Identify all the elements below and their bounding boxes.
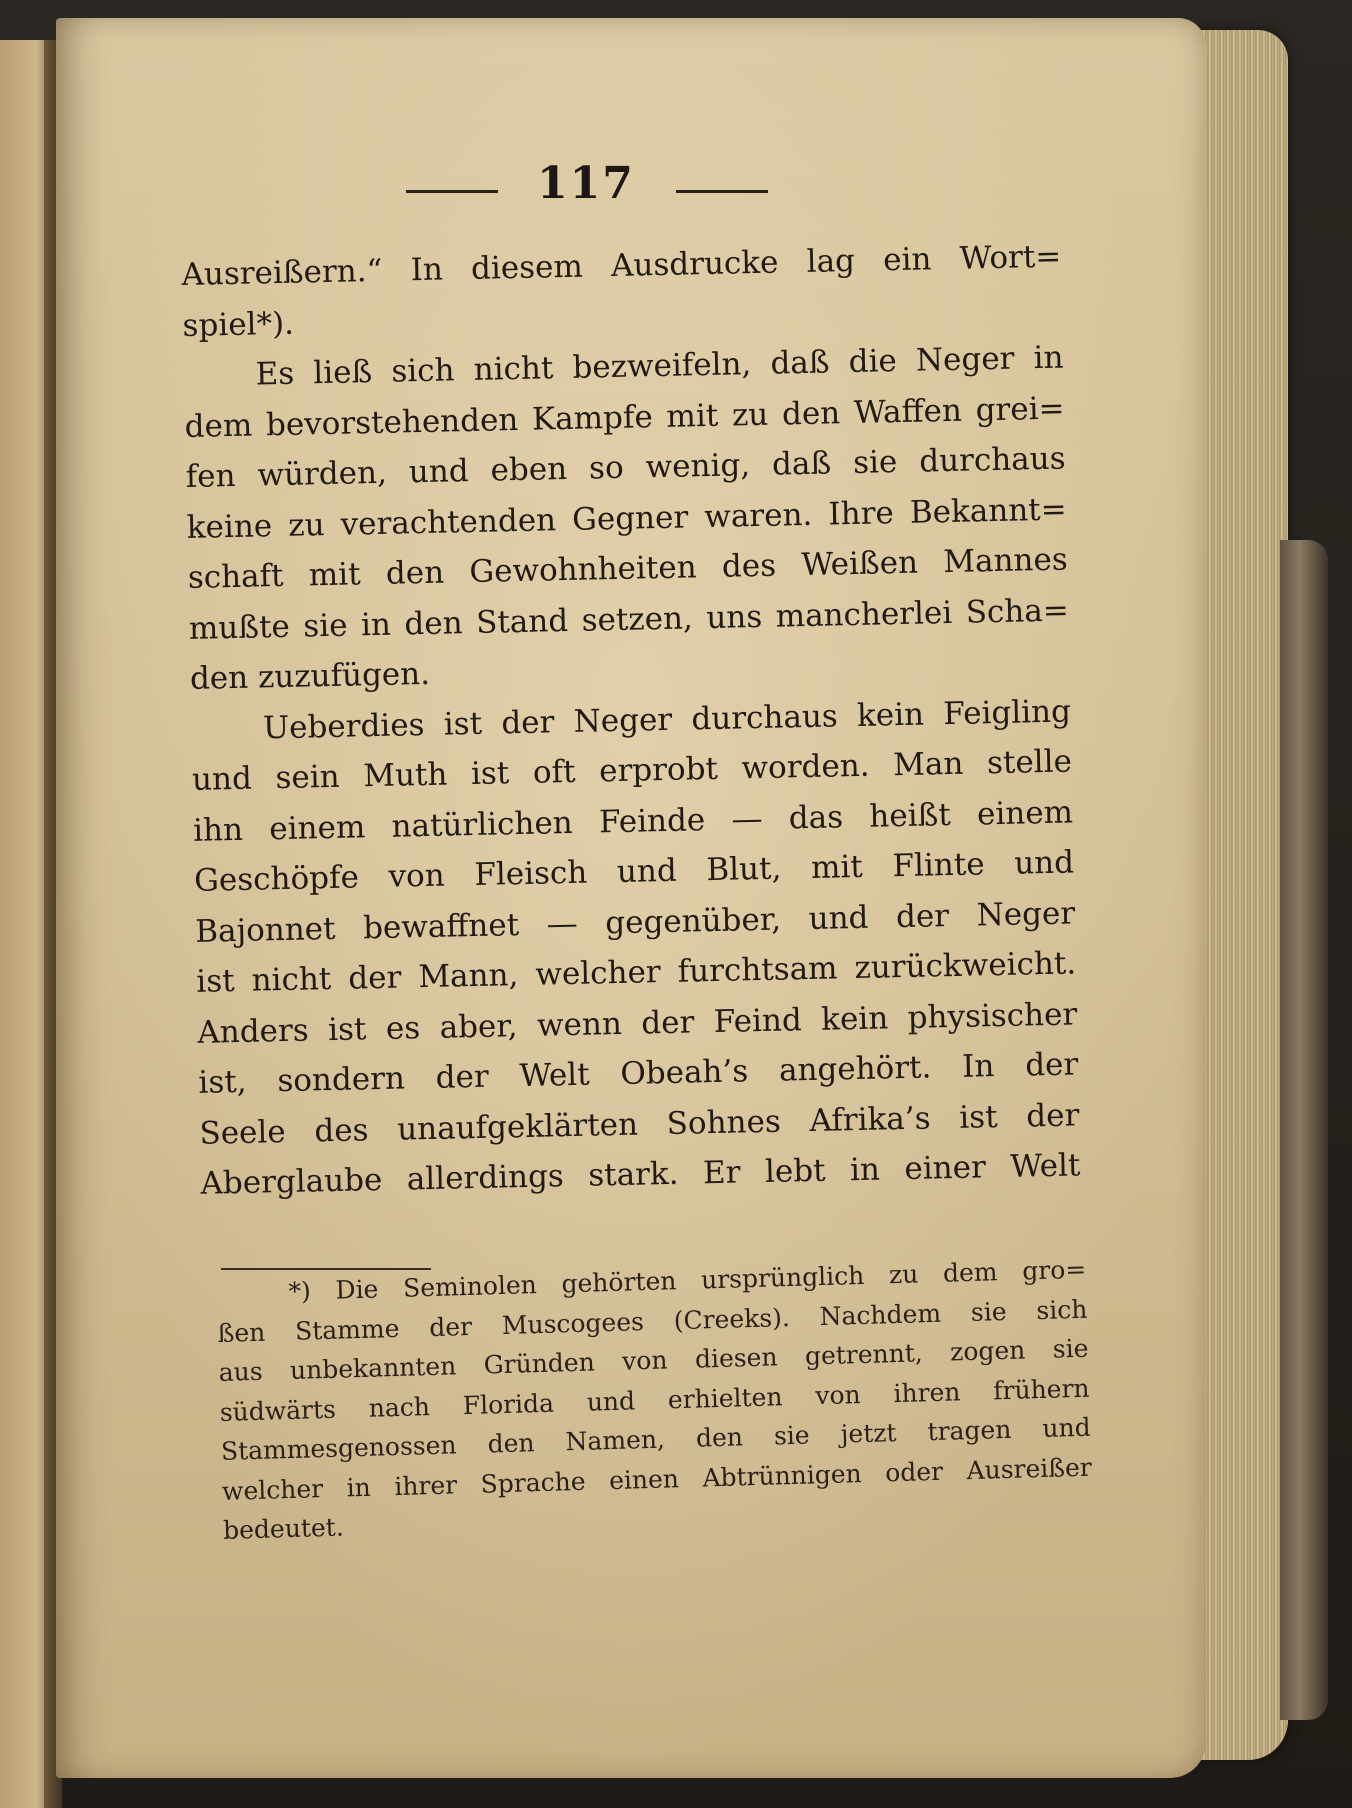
text-line: Aberglaube allerdings stark. Er lebt in einer Welt: [200, 1147, 1081, 1202]
text-line: Anders ist es aber, wenn der Feind kein physischer: [197, 995, 1078, 1051]
text-line: mußte sie in den Stand setzen, uns mancherlei Scha=: [188, 591, 1070, 647]
footnote-line: aus unbekannten Gründen von diesen getrennt, zogen sie: [218, 1333, 1089, 1387]
text-line: Ueberdies ist der Neger durchaus kein Feigling: [262, 692, 1072, 746]
header-rule-right: [676, 190, 768, 193]
page-number: 117: [537, 158, 635, 209]
text-line: ist, sondern der Welt Obeah’s angehört. In der: [198, 1046, 1079, 1101]
footnote-line: Stammesgenossen den Namen, den sie jetzt tragen und: [220, 1412, 1092, 1466]
text-line: Geschöpfe von Fleisch und Blut, mit Flinte und: [193, 844, 1075, 899]
footnote-line: welcher in ihrer Sprache einen Abtrünnigen oder Ausreißer: [221, 1452, 1093, 1506]
footnote-line: ßen Stamme der Muscogees (Creeks). Nachdem sie sich: [217, 1294, 1088, 1348]
book-cover-edge: [1280, 540, 1328, 1720]
text-line: spiel*).: [182, 305, 295, 344]
footnote-line: *) Die Seminolen gehörten ursprünglich zu dem gro=: [288, 1254, 1087, 1306]
header-rule-left: [406, 190, 498, 193]
text-line: fen würden, und eben so wenig, daß sie durchaus: [185, 440, 1066, 495]
text-line: und sein Muth ist oft erprobt worden. Man stelle: [191, 743, 1073, 798]
text-line: schaft mit den Gewohnheiten des Weißen Mannes: [187, 541, 1069, 596]
text-line: ihn einem natürlichen Feinde — das heißt einem: [192, 793, 1074, 849]
text-line: ist nicht der Mann, welcher furchtsam zurückweicht.: [195, 945, 1077, 1000]
footnote-line: bedeutet.: [222, 1512, 345, 1545]
text-line: Bajonnet bewaffnet — gegenüber, und der Neger: [194, 894, 1076, 950]
book-page: [56, 18, 1206, 1778]
text-line: Seele des unaufgeklärten Sohnes Afrika’s ist der: [199, 1096, 1080, 1152]
page-header: [346, 158, 786, 218]
text-line: keine zu verachtenden Gegner waren. Ihre Bekannt=: [186, 491, 1067, 546]
text-line: den zuzufügen.: [189, 655, 431, 697]
text-line: dem bevorstehenden Kampfe mit zu den Waffen grei=: [184, 390, 1065, 445]
body-text: [181, 232, 1081, 1210]
footnote: [216, 1250, 1093, 1551]
footnote-line: südwärts nach Florida und erhielten von ihren frühern: [219, 1373, 1090, 1427]
text-line: Es ließ sich nicht bezweifeln, daß die Neger in: [255, 339, 1064, 393]
text-line: Ausreißern.“ In diesem Ausdrucke lag ein Wort=: [181, 238, 1062, 293]
